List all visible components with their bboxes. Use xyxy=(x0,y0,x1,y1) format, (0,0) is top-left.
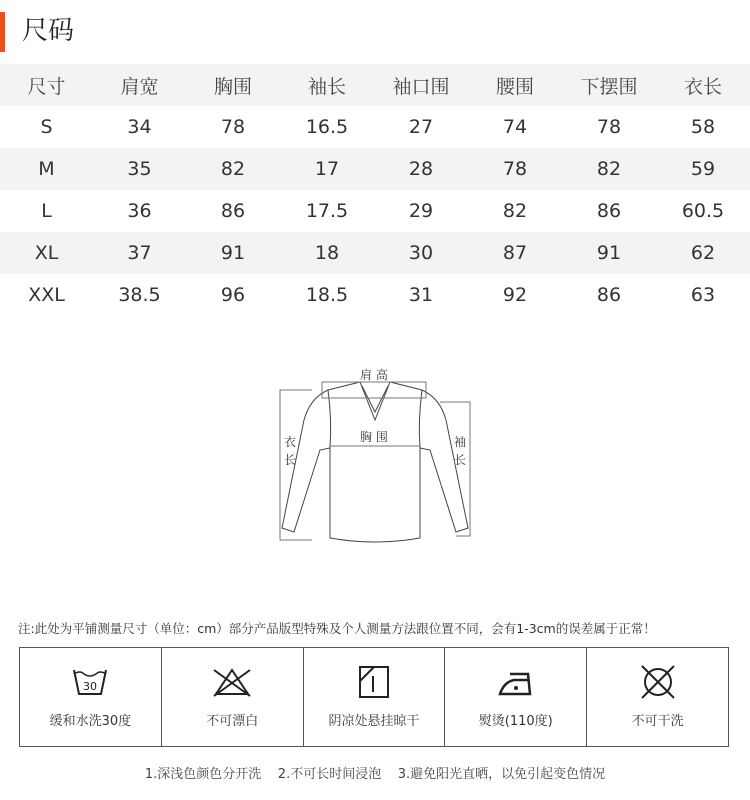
table-cell: 27 xyxy=(408,116,434,138)
table-cell: L xyxy=(41,200,52,222)
measurement-note: 注:此处为平铺测量尺寸（单位：cm）部分产品版型特殊及个人测量方法跟位置不同，会有1-3cm的误差属于正常！ xyxy=(18,621,656,636)
shirt-outline xyxy=(282,382,468,542)
sleeve-seam-right xyxy=(419,390,422,448)
collar-line xyxy=(362,386,388,412)
table-cell: 74 xyxy=(502,116,528,138)
care-item-dryclean xyxy=(587,648,728,746)
sleeve-seam-left xyxy=(328,390,331,448)
table-cell: 86 xyxy=(596,200,622,222)
sleeve-label-top: 袖 xyxy=(454,435,467,449)
table-cell: XXL xyxy=(28,284,65,306)
title-accent-bar xyxy=(0,12,5,52)
table-cell: 82 xyxy=(220,158,246,180)
table-header-row xyxy=(0,64,750,106)
table-cell: 35 xyxy=(127,158,152,180)
header xyxy=(0,0,750,62)
no-bleach-icon xyxy=(212,664,252,700)
shoulder-label: 肩 高 xyxy=(360,368,388,382)
table-cell: M xyxy=(38,158,55,180)
page-title: 尺码 xyxy=(22,16,75,46)
table-row xyxy=(0,274,750,316)
header-sleeve: 袖长 xyxy=(307,75,346,98)
table-cell: 87 xyxy=(502,242,528,264)
table-cell: 63 xyxy=(690,284,716,306)
header-shoulder: 肩宽 xyxy=(120,75,159,98)
table-cell: XL xyxy=(34,242,59,264)
sleeve-label-bottom: 长 xyxy=(454,453,467,467)
hang-dry-shade-icon xyxy=(354,664,394,700)
wash-30-icon xyxy=(70,664,110,700)
care-label-dry: 阴凉处悬挂晾干 xyxy=(328,714,420,729)
no-dry-clean-icon xyxy=(638,664,678,700)
table-cell: 82 xyxy=(596,158,622,180)
table-cell: 18.5 xyxy=(305,284,349,306)
table-cell: 29 xyxy=(408,200,434,222)
table-cell: 59 xyxy=(690,158,716,180)
chest-label: 胸 围 xyxy=(360,430,388,444)
table-cell: 86 xyxy=(596,284,622,306)
table-row xyxy=(0,190,750,232)
table-cell: 62 xyxy=(690,242,716,264)
table-cell: S xyxy=(40,116,53,138)
wash-temp-text: 30 xyxy=(83,680,98,693)
table-cell: 17.5 xyxy=(305,200,349,222)
table-cell: 96 xyxy=(220,284,246,306)
header-size: 尺寸 xyxy=(27,75,66,98)
table-cell: 34 xyxy=(127,116,152,138)
care-label-bleach: 不可漂白 xyxy=(206,714,259,729)
table-cell: 30 xyxy=(408,242,434,264)
table-cell: 58 xyxy=(690,116,716,138)
table-cell: 16.5 xyxy=(305,116,349,138)
header-hem: 下摆围 xyxy=(580,75,638,98)
table-cell: 60.5 xyxy=(681,200,725,222)
table-cell: 36 xyxy=(127,200,152,222)
care-item-dry xyxy=(304,648,446,746)
table-cell: 38.5 xyxy=(118,284,161,306)
table-row xyxy=(0,232,750,274)
care-item-iron xyxy=(445,648,587,746)
table-cell: 17 xyxy=(314,158,340,180)
size-table xyxy=(0,64,750,316)
length-label-top: 衣 xyxy=(284,435,297,449)
iron-icon xyxy=(496,664,536,700)
length-label-bottom: 长 xyxy=(284,453,297,467)
table-cell: 91 xyxy=(220,242,246,264)
table-cell: 78 xyxy=(220,116,246,138)
shoulder-measure-box xyxy=(322,382,426,398)
care-item-bleach xyxy=(162,648,304,746)
table-row xyxy=(0,106,750,148)
table-cell: 37 xyxy=(127,242,152,264)
table-cell: 78 xyxy=(502,158,528,180)
header-waist: 腰围 xyxy=(495,75,534,98)
table-cell: 91 xyxy=(596,242,622,264)
care-label-wash: 缓和水洗30度 xyxy=(49,714,132,729)
header-chest: 胸围 xyxy=(213,75,252,98)
table-cell: 18 xyxy=(314,242,340,264)
table-cell: 78 xyxy=(596,116,622,138)
header-length: 衣长 xyxy=(683,75,722,98)
table-cell: 82 xyxy=(502,200,528,222)
table-cell: 28 xyxy=(408,158,434,180)
care-item-wash xyxy=(20,648,162,746)
garment-measure-diagram xyxy=(270,360,480,550)
table-row xyxy=(0,148,750,190)
table-cell: 92 xyxy=(502,284,528,306)
care-instructions xyxy=(19,647,729,747)
care-tips: 1.深浅色颜色分开洗 2.不可长时间浸泡 3.避免阳光直晒，以免引起变色情况 xyxy=(144,767,606,782)
care-label-dryclean: 不可干洗 xyxy=(631,714,684,729)
care-label-iron: 熨烫(110度) xyxy=(478,714,553,729)
table-cell: 86 xyxy=(220,200,246,222)
header-cuff: 袖口围 xyxy=(392,75,450,98)
table-cell: 31 xyxy=(408,284,434,306)
